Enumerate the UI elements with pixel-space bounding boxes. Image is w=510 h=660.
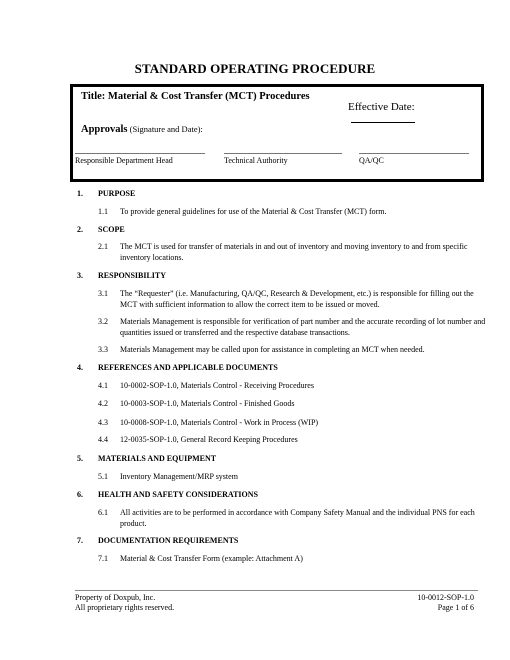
footer-doc-id: 10-0012-SOP-1.0 [417,593,474,602]
section-number: 6. [77,490,83,499]
item-text: Material & Cost Transfer Form (example: Attachment A) [120,554,303,563]
signature-label-tech-authority: Technical Authority [224,156,288,165]
approvals-title: Approvals [81,124,128,135]
section-number: 2. [77,225,83,234]
section-number: 7. [77,536,83,545]
section-title: HEALTH AND SAFETY CONSIDERATIONS [98,490,258,499]
footer-page-number: Page 1 of 6 [437,603,474,612]
approvals-note: (Signature and Date): [127,124,203,134]
item-number: 2.1 [98,242,108,251]
item-text: 10-0008-SOP-1.0, Materials Control - Work in Process (WIP) [120,418,319,427]
item-text: To provide general guidelines for use of the Material & Cost Transfer (MCT) form. [120,207,387,216]
item-number: 4.3 [98,418,108,427]
section-number: 4. [77,363,83,372]
section-number: 5. [77,454,83,463]
signature-line-dept-head [75,153,205,154]
document-heading: STANDARD OPERATING PROCEDURE [134,61,376,76]
signature-line-qaqc [359,153,469,154]
item-number: 7.1 [98,554,108,563]
item-text: Materials Management may be called upon for assistance in completing an MCT when needed. [120,345,425,354]
effective-date-blank [351,113,415,123]
section-title: REFERENCES AND APPLICABLE DOCUMENTS [98,363,278,372]
signature-label-qaqc: QA/QC [359,156,384,165]
section-title: RESPONSIBILITY [98,271,167,280]
section-title: DOCUMENTATION REQUIREMENTS [98,536,239,545]
item-text: 12-0035-SOP-1.0, General Record Keeping Procedures [120,435,298,444]
item-text: 10-0003-SOP-1.0, Materials Control - Finished Goods [120,399,295,408]
signature-line-tech-authority [224,153,342,154]
footer-company: Property of Doxpub, Inc. [75,593,156,602]
section-number: 3. [77,271,83,280]
item-number: 6.1 [98,508,108,517]
section-title: MATERIALS AND EQUIPMENT [98,454,217,463]
item-number: 3.2 [98,317,108,326]
section-title: SCOPE [98,225,125,234]
item-number: 4.4 [98,435,108,444]
item-text: Materials Management is responsible for verification of part number and the accurate recording of lot number and quantities issued or transferred and the respective database transactions. [120,317,486,337]
item-text: 10-0002-SOP-1.0, Materials Control - Receiving Procedures [120,381,314,390]
item-number: 4.2 [98,399,108,408]
signature-label-dept-head: Responsible Department Head [75,156,173,165]
item-number: 1.1 [98,207,108,216]
item-number: 3.3 [98,345,108,354]
procedure-title: Title: Material & Cost Transfer (MCT) Procedures [81,91,310,102]
section-number: 1. [77,189,83,198]
item-number: 4.1 [98,381,108,390]
item-text: All activities are to be performed in accordance with Company Safety Manual and the individual PNS for each product. [120,508,475,528]
footer-left [75,593,174,613]
item-text: The “Requester” (i.e. Manufacturing, QA/QC, Research & Development, etc.) is responsible for filling out the MCT with sufficient information to allow the correct item to be issued or moved. [120,289,474,309]
effective-date-label: Effective Date: [348,101,415,113]
footer-rights: All proprietary rights reserved. [75,603,175,612]
footer-right [417,593,474,613]
approvals-label [81,124,203,135]
header-box [70,84,484,182]
section-title: PURPOSE [98,189,136,198]
footer-divider [75,590,478,591]
item-number: 3.1 [98,289,108,298]
item-text: Inventory Management/MRP system [120,472,238,481]
effective-date [348,101,481,126]
item-text: The MCT is used for transfer of materials in and out of inventory and moving inventory to and from specific inventory locations. [120,242,468,262]
item-number: 5.1 [98,472,108,481]
